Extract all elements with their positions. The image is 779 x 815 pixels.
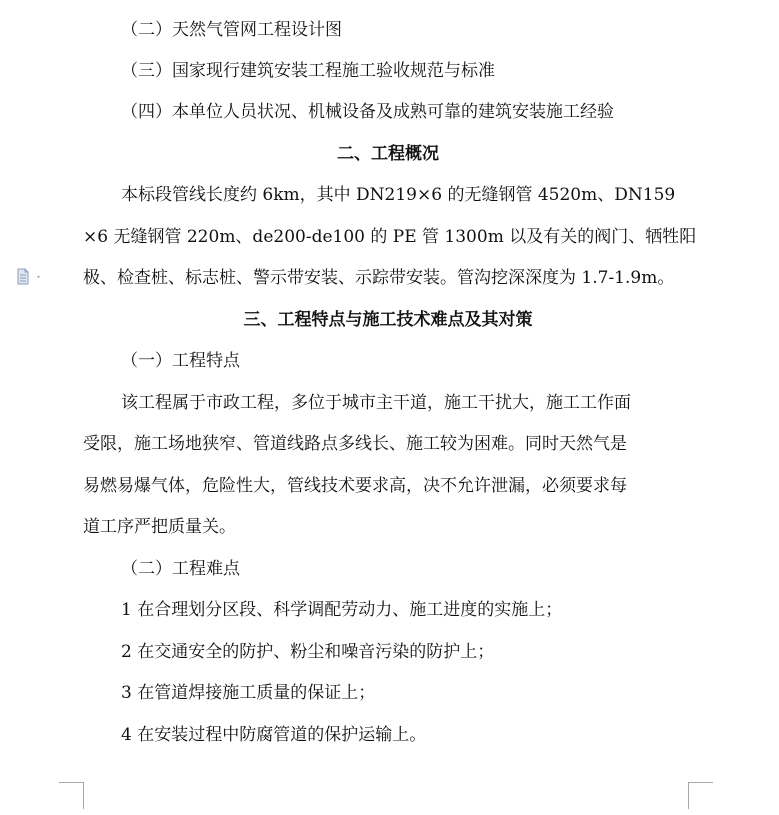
page-corner-marker-left <box>59 782 84 809</box>
features-paragraph-line-4: 道工序严把质量关。 <box>83 517 236 537</box>
difficulty-item-4: 4 在安装过程中防腐管道的保护运输上。 <box>121 725 427 745</box>
subsection-title-features: （一）工程特点 <box>121 351 240 371</box>
features-paragraph-line-3: 易燃易爆气体，危险性大，管线技术要求高，决不允许泄漏，必须要求每 <box>83 476 627 496</box>
section-heading-features: 三、工程特点与施工技术难点及其对策 <box>243 310 533 330</box>
difficulty-item-2: 2 在交通安全的防护、粉尘和噪音污染的防护上； <box>121 642 495 662</box>
basis-item-2: （二）天然气管网工程设计图 <box>121 20 342 40</box>
page-corner-marker-right <box>688 782 713 809</box>
difficulty-item-1: 1 在合理划分区段、科学调配劳动力、施工进度的实施上； <box>121 600 563 620</box>
difficulty-item-3: 3 在管道焊接施工质量的保证上； <box>121 683 376 703</box>
document-options-icon[interactable] <box>16 268 44 286</box>
overview-paragraph-line-3: 极、检查桩、标志桩、警示带安装、示踪带安装。管沟挖深深度为 1.7-1.9m。 <box>83 268 675 288</box>
overview-paragraph-line-1: 本标段管线长度约 6km，其中 DN219×6 的无缝钢管 4520m、DN159 <box>121 185 676 205</box>
overview-paragraph-line-2: ×6 无缝钢管 220m、de200-de100 的 PE 管 1300m 以及有关的阀门、牺牲阳 <box>83 227 697 247</box>
features-paragraph-line-1: 该工程属于市政工程，多位于城市主干道，施工干扰大，施工工作面 <box>121 393 631 413</box>
subsection-title-difficulties: （二）工程难点 <box>121 559 240 579</box>
section-heading-overview: 二、工程概况 <box>337 144 439 164</box>
basis-item-3: （三）国家现行建筑安装工程施工验收规范与标准 <box>121 61 495 81</box>
features-paragraph-line-2: 受限，施工场地狭窄、管道线路点多线长、施工较为困难。同时天然气是 <box>83 434 627 454</box>
basis-item-4: （四）本单位人员状况、机械设备及成熟可靠的建筑安装施工经验 <box>121 102 614 122</box>
